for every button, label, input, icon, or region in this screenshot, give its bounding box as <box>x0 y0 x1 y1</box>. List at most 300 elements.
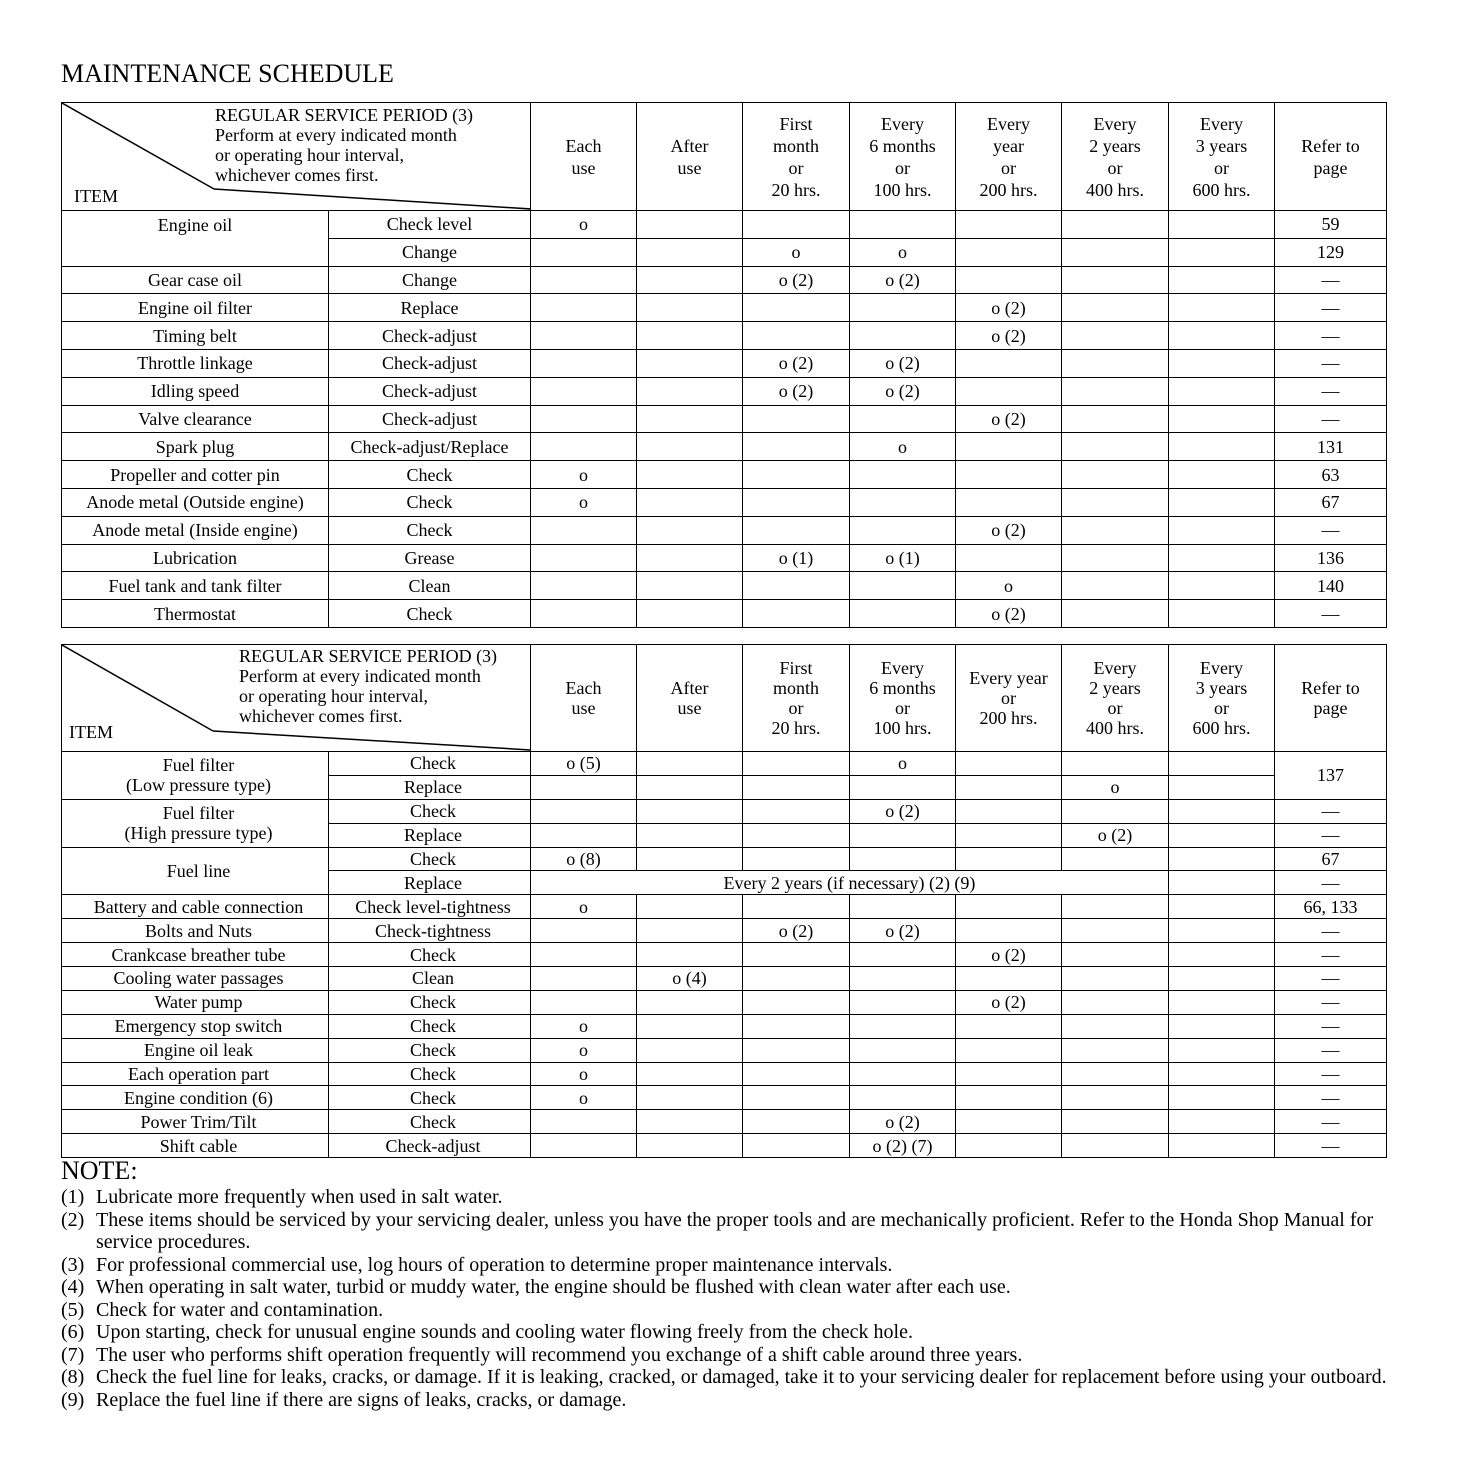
schedule-cell: o (2) <box>1062 823 1169 847</box>
schedule-cell <box>1062 211 1169 239</box>
schedule-cell: o (2) <box>956 943 1062 967</box>
note-number: (7) <box>61 1343 85 1366</box>
procedure: Check <box>329 1038 531 1062</box>
note-item <box>61 1186 1391 1209</box>
schedule-cell <box>531 775 637 799</box>
page-ref: 140 <box>1275 572 1387 600</box>
schedule-cell <box>1169 1110 1275 1134</box>
table-row <box>62 461 1387 489</box>
item-name: Gear case oil <box>62 266 329 294</box>
schedule-cell <box>1062 943 1169 967</box>
schedule-cell <box>850 943 956 967</box>
schedule-cell <box>1169 990 1275 1014</box>
schedule-cell <box>637 1110 743 1134</box>
schedule-cell <box>531 967 637 991</box>
schedule-cell: o (2) <box>956 516 1062 544</box>
procedure: Check-adjust <box>329 377 531 405</box>
schedule-cell <box>1169 294 1275 322</box>
schedule-cell: o (8) <box>531 847 637 871</box>
procedure: Change <box>329 238 531 266</box>
note-item <box>61 1276 1391 1299</box>
schedule-cell <box>637 895 743 919</box>
schedule-cell <box>637 943 743 967</box>
schedule-cell: o <box>531 1014 637 1038</box>
page-ref: 67 <box>1275 847 1387 871</box>
item-column-label: ITEM <box>69 722 113 742</box>
note-text: These items should be serviced by your servicing dealer, unless you have the proper tools and are mechanically proficient. Refer to the Honda Shop Manual for service procedures. <box>96 1208 1374 1253</box>
item-name: Spark plug <box>62 433 329 461</box>
schedule-cell <box>1169 1134 1275 1158</box>
column-header-line: Every <box>881 658 924 678</box>
schedule-cell <box>743 967 850 991</box>
schedule-cell <box>637 1014 743 1038</box>
note-item <box>61 1321 1391 1344</box>
column-header <box>637 103 743 211</box>
schedule-cell <box>1169 600 1275 628</box>
item-name: Engine oil <box>62 211 329 239</box>
page-ref: — <box>1275 349 1387 377</box>
column-header-line: use <box>677 698 702 718</box>
schedule-cell <box>637 377 743 405</box>
column-header <box>1062 645 1169 752</box>
schedule-cell <box>956 967 1062 991</box>
schedule-cell <box>637 433 743 461</box>
item-name: Timing belt <box>62 322 329 350</box>
item-name-line: (High pressure type) <box>124 823 273 844</box>
page-ref: — <box>1275 1062 1387 1086</box>
column-header <box>637 645 743 752</box>
schedule-cell <box>531 516 637 544</box>
column-header-line: 100 hrs. <box>873 179 932 200</box>
schedule-cell <box>531 433 637 461</box>
schedule-cell <box>850 895 956 919</box>
column-header-line: or <box>1107 698 1123 718</box>
schedule-cell <box>850 572 956 600</box>
table-row <box>62 544 1387 572</box>
schedule-cell <box>1062 990 1169 1014</box>
schedule-cell <box>1169 823 1275 847</box>
schedule-cell <box>531 266 637 294</box>
column-header <box>1275 645 1387 752</box>
schedule-cell <box>531 377 637 405</box>
item-name: Valve clearance <box>62 405 329 433</box>
column-header-line: month <box>772 678 819 698</box>
page-ref: 63 <box>1275 461 1387 489</box>
column-header-line: page <box>1313 698 1348 718</box>
schedule-cell <box>956 461 1062 489</box>
schedule-cell <box>637 990 743 1014</box>
note-number: (6) <box>61 1321 85 1343</box>
schedule-cell <box>1062 322 1169 350</box>
column-header-line: Refer to <box>1301 678 1360 698</box>
schedule-cell <box>531 919 637 943</box>
notes-heading: NOTE: <box>61 1156 138 1185</box>
table-row <box>62 1014 1387 1038</box>
schedule-cell <box>743 823 850 847</box>
schedule-cell <box>1169 544 1275 572</box>
page-ref: — <box>1275 1110 1387 1134</box>
column-header <box>531 103 637 211</box>
schedule-cell: o <box>850 752 956 776</box>
item-name: Anode metal (Inside engine) <box>62 516 329 544</box>
item-name: Engine oil leak <box>62 1038 329 1062</box>
schedule-cell: o (2) <box>956 990 1062 1014</box>
schedule-cell <box>1169 211 1275 239</box>
schedule-cell <box>1169 871 1275 895</box>
schedule-cell: o (2) <box>743 377 850 405</box>
schedule-cell <box>743 433 850 461</box>
schedule-cell <box>531 799 637 823</box>
procedure: Change <box>329 266 531 294</box>
procedure: Check <box>329 847 531 871</box>
schedule-cell <box>1062 1038 1169 1062</box>
procedure: Check-tightness <box>329 919 531 943</box>
column-header <box>743 103 850 211</box>
column-header-line: use <box>677 157 702 178</box>
page-ref: — <box>1275 516 1387 544</box>
schedule-span-note: Every 2 years (if necessary) (2) (9) <box>531 871 1169 895</box>
schedule-cell <box>637 799 743 823</box>
schedule-cell <box>1062 919 1169 943</box>
schedule-cell <box>956 544 1062 572</box>
schedule-cell <box>1062 1086 1169 1110</box>
maintenance-table-engine <box>61 102 1387 628</box>
procedure: Grease <box>329 544 531 572</box>
schedule-cell <box>531 823 637 847</box>
note-text: Upon starting, check for unusual engine sounds and cooling water flowing freely from the check hole. <box>96 1321 913 1343</box>
schedule-cell <box>1062 1014 1169 1038</box>
schedule-cell <box>743 600 850 628</box>
column-header <box>956 645 1062 752</box>
schedule-cell: o (4) <box>637 967 743 991</box>
schedule-cell: o (1) <box>850 544 956 572</box>
column-header-line: 3 years <box>1195 135 1248 156</box>
table-row <box>62 967 1387 991</box>
schedule-cell <box>850 461 956 489</box>
page-ref: — <box>1275 377 1387 405</box>
schedule-cell <box>637 405 743 433</box>
item-name-line: Fuel filter <box>162 755 235 776</box>
schedule-cell <box>637 349 743 377</box>
table-row <box>62 516 1387 544</box>
procedure: Clean <box>329 572 531 600</box>
schedule-cell: o <box>531 1086 637 1110</box>
schedule-cell <box>956 488 1062 516</box>
column-header-line: month <box>772 135 819 156</box>
procedure: Check-adjust <box>329 405 531 433</box>
note-text: Check the fuel line for leaks, cracks, or damage. If it is leaking, cracked, or damaged, take it to your servicing dealer for replacement before using your outboard. <box>96 1366 1387 1388</box>
schedule-cell <box>956 1038 1062 1062</box>
schedule-cell <box>1062 895 1169 919</box>
note-item <box>61 1366 1391 1389</box>
schedule-cell <box>956 847 1062 871</box>
schedule-cell <box>1169 752 1275 776</box>
schedule-cell: o <box>850 433 956 461</box>
schedule-cell <box>743 572 850 600</box>
column-header-line: Every <box>1200 658 1243 678</box>
column-header-line: or <box>895 157 910 178</box>
table-row <box>62 377 1387 405</box>
schedule-cell <box>531 294 637 322</box>
column-header-line: use <box>571 157 596 178</box>
schedule-cell <box>743 1014 850 1038</box>
table-row <box>62 799 1387 823</box>
item-name-line: (Low pressure type) <box>126 775 271 796</box>
schedule-cell <box>850 823 956 847</box>
item-name: Power Trim/Tilt <box>62 1110 329 1134</box>
note-number: (8) <box>61 1366 85 1388</box>
schedule-cell <box>956 266 1062 294</box>
page-ref: 129 <box>1275 238 1387 266</box>
note-text: The user who performs shift operation frequently will recommend you exchange of a shift cable around three years. <box>96 1343 1023 1366</box>
column-header-line: or <box>1001 157 1016 178</box>
schedule-cell <box>850 211 956 239</box>
schedule-cell <box>743 516 850 544</box>
page-ref: — <box>1275 1038 1387 1062</box>
schedule-cell <box>637 238 743 266</box>
column-header <box>850 103 956 211</box>
schedule-cell <box>1062 1062 1169 1086</box>
table-row <box>62 895 1387 919</box>
note-item <box>61 1344 1391 1367</box>
schedule-cell <box>1062 967 1169 991</box>
schedule-cell <box>637 823 743 847</box>
item-name: Engine oil filter <box>62 294 329 322</box>
schedule-cell <box>531 238 637 266</box>
table-row <box>62 433 1387 461</box>
schedule-cell <box>1169 238 1275 266</box>
schedule-cell: o (2) <box>956 405 1062 433</box>
column-header-line: Every <box>1200 113 1243 134</box>
column-header-line: 6 months <box>869 678 936 698</box>
schedule-cell: o (2) <box>850 349 956 377</box>
schedule-cell <box>956 1110 1062 1134</box>
item-name: Fuel tank and tank filter <box>62 572 329 600</box>
note-text: Check for water and contamination. <box>96 1298 384 1321</box>
schedule-cell <box>1062 1134 1169 1158</box>
schedule-cell <box>531 1110 637 1134</box>
page-ref: — <box>1275 294 1387 322</box>
column-header <box>1275 103 1387 211</box>
schedule-cell <box>637 1062 743 1086</box>
schedule-cell <box>1169 1014 1275 1038</box>
column-header <box>1062 103 1169 211</box>
procedure: Check-adjust <box>329 1134 531 1158</box>
schedule-cell: o (2) <box>743 266 850 294</box>
table-row <box>62 488 1387 516</box>
schedule-cell <box>637 1086 743 1110</box>
note-item <box>61 1299 1391 1322</box>
table-header-corner <box>62 645 531 752</box>
table-row <box>62 1038 1387 1062</box>
schedule-cell: o (2) <box>956 322 1062 350</box>
column-header-line: 20 hrs. <box>771 718 821 738</box>
schedule-cell <box>743 1134 850 1158</box>
column-header-line: Each <box>565 678 602 698</box>
table-row <box>62 322 1387 350</box>
table-row <box>62 1086 1387 1110</box>
procedure: Check <box>329 461 531 489</box>
procedure: Check <box>329 488 531 516</box>
schedule-cell <box>531 990 637 1014</box>
page-ref: — <box>1275 967 1387 991</box>
schedule-cell: o <box>850 238 956 266</box>
schedule-cell: o <box>531 488 637 516</box>
table-row <box>62 349 1387 377</box>
column-header-line: Every <box>1093 113 1137 134</box>
schedule-cell <box>1062 433 1169 461</box>
item-name: Bolts and Nuts <box>62 919 329 943</box>
schedule-cell: o (2) <box>956 600 1062 628</box>
column-header <box>743 645 850 752</box>
schedule-cell <box>956 752 1062 776</box>
schedule-cell: o <box>531 1038 637 1062</box>
schedule-cell <box>743 775 850 799</box>
schedule-cell <box>743 488 850 516</box>
schedule-cell <box>637 600 743 628</box>
schedule-cell <box>743 405 850 433</box>
schedule-cell <box>850 488 956 516</box>
page-ref: — <box>1275 600 1387 628</box>
note-text: When operating in salt water, turbid or muddy water, the engine should be flushed with clean water after each use. <box>96 1276 1011 1298</box>
notes-section <box>61 1156 1391 1411</box>
column-header-line: or <box>788 157 804 178</box>
column-header-line: 6 months <box>869 135 936 156</box>
schedule-cell <box>1062 799 1169 823</box>
item-name-line: Fuel filter <box>162 803 235 824</box>
procedure: Clean <box>329 967 531 991</box>
schedule-cell <box>1062 544 1169 572</box>
item-name: Propeller and cotter pin <box>62 461 329 489</box>
schedule-cell <box>637 488 743 516</box>
schedule-cell <box>1062 461 1169 489</box>
page-ref: — <box>1275 919 1387 943</box>
table-row <box>62 405 1387 433</box>
item-name: Crankcase breather tube <box>62 943 329 967</box>
column-header-line: First <box>779 658 813 678</box>
schedule-cell <box>850 847 956 871</box>
page-ref: 136 <box>1275 544 1387 572</box>
schedule-cell <box>1062 294 1169 322</box>
column-header-line: 600 hrs. <box>1192 718 1251 738</box>
schedule-cell <box>850 322 956 350</box>
schedule-cell <box>637 322 743 350</box>
procedure: Check level <box>329 211 531 239</box>
procedure: Replace <box>329 294 531 322</box>
procedure: Check <box>329 1062 531 1086</box>
procedure: Check <box>329 1086 531 1110</box>
schedule-cell <box>531 544 637 572</box>
item-column-label: ITEM <box>74 186 118 206</box>
page-ref: — <box>1275 266 1387 294</box>
column-header-line: or <box>1214 698 1229 718</box>
schedule-cell <box>1169 516 1275 544</box>
schedule-cell <box>1169 847 1275 871</box>
schedule-cell <box>1062 847 1169 871</box>
note-text: For professional commercial use, log hours of operation to determine proper maintenance intervals. <box>96 1253 893 1276</box>
procedure: Replace <box>329 871 531 895</box>
schedule-cell <box>637 1134 743 1158</box>
schedule-cell <box>1169 349 1275 377</box>
schedule-cell <box>1062 238 1169 266</box>
schedule-cell <box>531 943 637 967</box>
schedule-cell <box>637 266 743 294</box>
schedule-cell <box>531 405 637 433</box>
schedule-cell <box>956 823 1062 847</box>
schedule-cell <box>1169 572 1275 600</box>
procedure: Check-adjust <box>329 322 531 350</box>
schedule-cell <box>637 919 743 943</box>
schedule-cell <box>1062 405 1169 433</box>
schedule-cell <box>637 211 743 239</box>
schedule-cell <box>1169 799 1275 823</box>
schedule-cell <box>1169 1038 1275 1062</box>
schedule-cell <box>637 1038 743 1062</box>
page-ref: — <box>1275 405 1387 433</box>
schedule-cell <box>1169 461 1275 489</box>
item-name: Anode metal (Outside engine) <box>62 488 329 516</box>
schedule-cell <box>956 238 1062 266</box>
schedule-cell <box>850 1062 956 1086</box>
table-row <box>62 847 1387 871</box>
column-header-line: Each <box>565 135 602 156</box>
column-header-line: or <box>788 698 804 718</box>
page-ref: — <box>1275 1014 1387 1038</box>
schedule-cell <box>1062 600 1169 628</box>
schedule-cell <box>1169 322 1275 350</box>
schedule-cell <box>1169 943 1275 967</box>
schedule-cell <box>1169 1086 1275 1110</box>
column-header-line: or <box>1214 157 1229 178</box>
item-name <box>62 799 329 847</box>
page-ref: — <box>1275 990 1387 1014</box>
item-name: Thermostat <box>62 600 329 628</box>
schedule-cell <box>956 895 1062 919</box>
column-header-line: 400 hrs. <box>1086 718 1144 738</box>
note-number: (4) <box>61 1276 85 1298</box>
schedule-cell <box>637 516 743 544</box>
page-ref: — <box>1275 871 1387 895</box>
table-row <box>62 752 1387 776</box>
page-title: MAINTENANCE SCHEDULE <box>61 59 394 88</box>
procedure: Check level-tightness <box>329 895 531 919</box>
item-name: Fuel line <box>62 847 329 895</box>
schedule-cell <box>1169 775 1275 799</box>
schedule-cell <box>956 1062 1062 1086</box>
column-header <box>850 645 956 752</box>
item-name: Throttle linkage <box>62 349 329 377</box>
schedule-cell <box>743 943 850 967</box>
maintenance-table-fuel <box>61 644 1387 1158</box>
table-row <box>62 919 1387 943</box>
note-number: (2) <box>61 1208 85 1231</box>
table-row <box>62 211 1387 239</box>
column-header-line: 200 hrs. <box>979 179 1038 200</box>
schedule-cell <box>743 1110 850 1134</box>
column-header-line: Every <box>1093 658 1137 678</box>
column-header-line: use <box>571 698 596 718</box>
schedule-cell <box>743 847 850 871</box>
column-header-line: 20 hrs. <box>771 179 821 200</box>
procedure: Check <box>329 516 531 544</box>
schedule-cell <box>531 349 637 377</box>
schedule-cell <box>531 572 637 600</box>
schedule-cell <box>850 967 956 991</box>
schedule-cell: o (2) <box>850 377 956 405</box>
page-ref: 67 <box>1275 488 1387 516</box>
column-header-line: After <box>670 678 709 698</box>
column-header-line: or <box>895 698 910 718</box>
